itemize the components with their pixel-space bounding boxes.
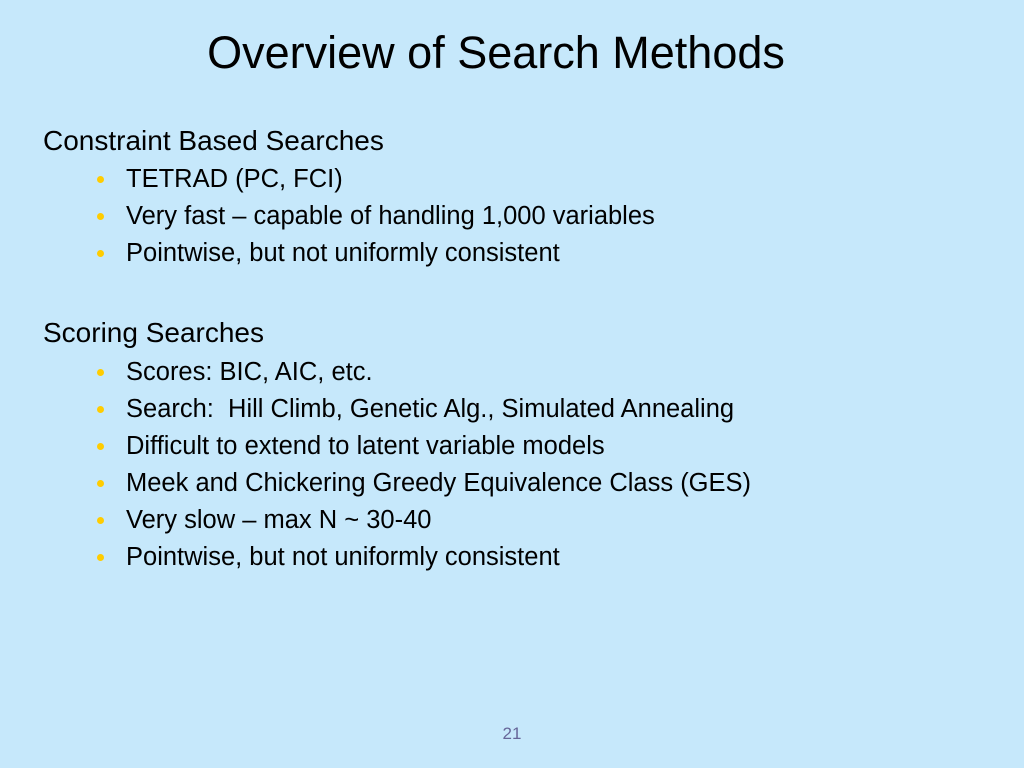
list-item [0, 465, 1024, 502]
slide-title: Overview of Search Methods [207, 27, 785, 78]
page-number: 21 [502, 724, 522, 743]
bullet-text: Pointwise, but not uniformly consistent [126, 239, 560, 267]
bullet-icon [97, 443, 104, 450]
list-item [0, 391, 1024, 428]
bullet-text: Scores: BIC, AIC, etc. [126, 358, 373, 386]
bullet-text: Pointwise, but not uniformly consistent [126, 543, 560, 571]
bullet-text: Meek and Chickering Greedy Equivalence Class (GES) [126, 469, 752, 497]
list-item [0, 354, 1024, 391]
bullet-icon [97, 406, 104, 413]
bullet-icon [97, 250, 104, 257]
list-item [0, 428, 1024, 465]
bullet-icon [97, 554, 104, 561]
bullet-list-scoring [0, 354, 1024, 576]
bullet-icon [97, 176, 104, 183]
list-item [0, 539, 1024, 576]
bullet-text: Very fast – capable of handling 1,000 variables [126, 202, 655, 230]
list-item [0, 235, 1024, 272]
bullet-icon [97, 517, 104, 524]
bullet-icon [97, 480, 104, 487]
bullet-list-constraint-based [0, 161, 1024, 272]
bullet-icon [97, 369, 104, 376]
list-item [0, 198, 1024, 235]
section-heading-constraint-based: Constraint Based Searches [43, 125, 384, 156]
list-item [0, 161, 1024, 198]
bullet-text: TETRAD (PC, FCI) [126, 165, 343, 193]
bullet-text: Very slow – max N ~ 30-40 [126, 506, 432, 534]
bullet-text: Search: Hill Climb, Genetic Alg., Simulated Annealing [126, 395, 735, 423]
bullet-text: Difficult to extend to latent variable models [126, 432, 605, 460]
section-heading-scoring: Scoring Searches [43, 317, 265, 348]
bullet-icon [97, 213, 104, 220]
list-item [0, 502, 1024, 539]
